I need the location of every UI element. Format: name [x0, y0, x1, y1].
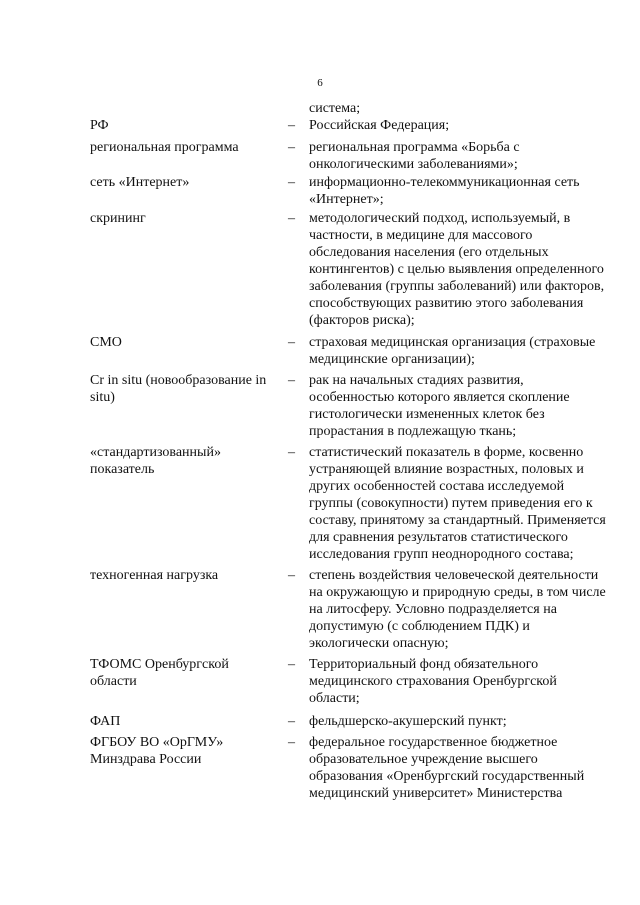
entry-dash: –: [288, 175, 295, 190]
list-item: [0, 372, 640, 440]
entry-term: СМО: [90, 335, 122, 350]
entry-term: ФГБОУ ВО «ОрГМУ» Минздрава России: [90, 735, 224, 767]
entry-dash: –: [288, 735, 295, 750]
entry-definition: страховая медицинская организация (страховые медицинские организации);: [309, 335, 596, 367]
entry-definition: рак на начальных стадиях развития, особенностью которого является скопление гистологически измененных клеток без прорастания в подлежащую ткань;: [309, 373, 570, 439]
entry-definition: статистический показатель в форме, косвенно устраняющей влияние возрастных, половых и других особенностей состава исследуемой группы (совокупности) путем приведения его к составу, принятому за стандартный. Применяется для сравнения результатов статистического исследования групп неоднородного состава;: [309, 445, 606, 562]
entry-definition: федеральное государственное бюджетное образовательное учреждение высшего образования «Оренбургский государственный медицинский университет» Министерства: [309, 735, 585, 801]
entry-definition: фельдшерско-акушерский пункт;: [309, 714, 507, 729]
abbreviation-list: [0, 117, 640, 806]
list-item: [0, 734, 640, 802]
entry-definition: информационно-телекоммуникационная сеть «Интернет»;: [309, 175, 580, 207]
list-item: [0, 117, 640, 134]
entry-dash: –: [288, 140, 295, 155]
entry-definition: методологический подход, используемый, в частности, в медицине для массового обследования населения (его отдельных контингентов) с целью выявления определенного заболевания (группы заболеваний) или факторов, способствующих развитию этого заболевания (факторов риска);: [309, 211, 605, 328]
entry-term: региональная программа: [90, 140, 239, 155]
list-item: [0, 334, 640, 368]
entry-definition: степень воздействия человеческой деятельности на окружающую и природную среды, в том числе на литосферу. Условно подразделяется на допустимую (с соблюдением ПДК) и экологически опасную;: [309, 568, 606, 651]
list-item: [0, 656, 640, 707]
entry-dash: –: [288, 118, 295, 133]
entry-dash: –: [288, 657, 295, 672]
list-item: [0, 444, 640, 563]
entry-dash: –: [288, 568, 295, 583]
list-item: [0, 139, 640, 173]
entry-dash: –: [288, 714, 295, 729]
entry-definition: Территориальный фонд обязательного медицинского страхования Оренбургской области;: [309, 657, 557, 706]
entry-dash: –: [288, 373, 295, 388]
entry-definition: региональная программа «Борьба с онкологическими заболеваниями»;: [309, 140, 520, 172]
entry-term: ТФОМС Оренбургской области: [90, 657, 229, 689]
entry-term: РФ: [90, 118, 109, 133]
entry-term: Cr in situ (новообразование in situ): [90, 373, 267, 405]
list-item: [0, 567, 640, 652]
entry-definition: Российская Федерация;: [309, 118, 450, 133]
list-item: [0, 174, 640, 208]
entry-dash: –: [288, 211, 295, 226]
entry-term: техногенная нагрузка: [90, 568, 219, 583]
entry-dash: –: [288, 335, 295, 350]
list-item: [0, 210, 640, 329]
continuation-text: система;: [309, 101, 361, 116]
entry-term: сеть «Интернет»: [90, 175, 190, 190]
page-number: 6: [317, 77, 323, 89]
entry-term: «стандартизованный» показатель: [90, 445, 221, 477]
list-item: [0, 713, 640, 730]
entry-term: скрининг: [90, 211, 146, 226]
entry-term: ФАП: [90, 714, 121, 729]
entry-dash: –: [288, 445, 295, 460]
